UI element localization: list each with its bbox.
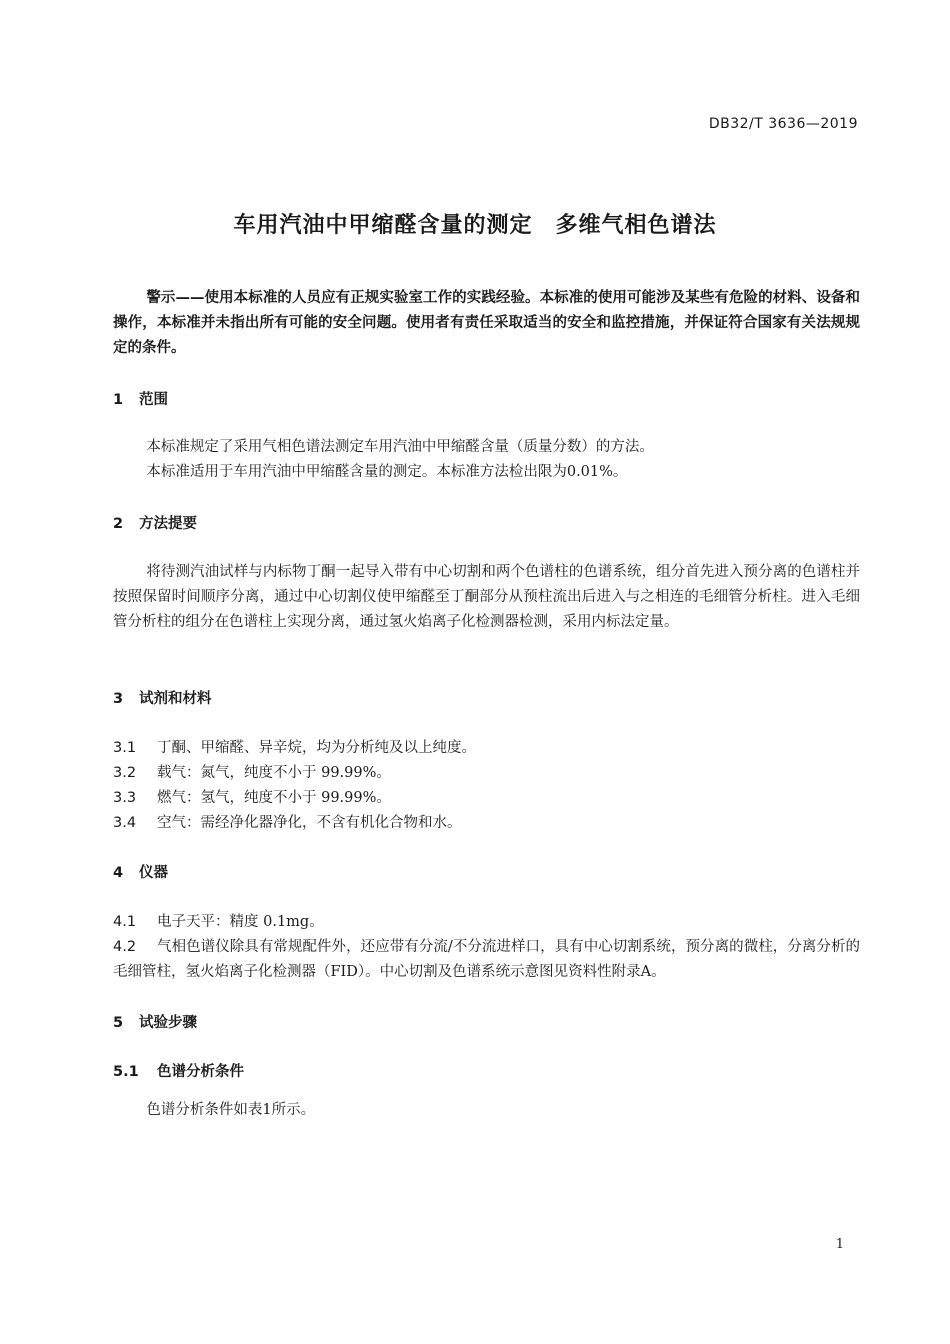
item-text: 空气：需经净化器净化，不含有机化合物和水。 [157,815,462,831]
scope-paragraph-1: 本标准规定了采用气相色谱法测定车用汽油中甲缩醛含量（质量分数）的方法。 [146,439,654,455]
section-title: 仪器 [139,865,168,881]
item-number: 4.1 [113,914,137,930]
section-title: 试剂和材料 [139,691,212,707]
item-text: 电子天平：精度 0.1mg。 [157,914,324,930]
reagent-item [113,761,391,782]
item-number: 3.4 [113,815,137,831]
item-text: 气相色谱仪除具有常规配件外，还应带有分流/不分流进样口，具有中心切割系统，预分离的微柱，分离分析的毛细管柱，氢火焰离子化检测器（FID）。中心切割及色谱系统示意图见资料性附录A。 [113,939,860,980]
section-number: 1 [113,392,124,408]
apparatus-item [113,935,860,985]
section-heading-apparatus [113,861,168,882]
section-title: 范围 [139,392,168,408]
subsection-heading-conditions [113,1060,244,1081]
subsection-title: 色谱分析条件 [157,1064,244,1080]
section-title: 试验步骤 [139,1015,197,1031]
item-text: 丁酮、甲缩醛、异辛烷，均为分析纯及以上纯度。 [157,740,476,756]
reagent-item [113,811,462,832]
item-text: 燃气：氢气，纯度不小于 99.99%。 [157,790,391,806]
scope-paragraph-2: 本标准适用于车用汽油中甲缩醛含量的测定。本标准方法检出限为0.01%。 [146,464,628,480]
reagent-item [113,736,476,757]
conditions-paragraph: 色谱分析条件如表1所示。 [146,1102,316,1118]
section-title: 方法提要 [139,516,197,532]
section-number: 2 [113,516,124,532]
item-number: 3.3 [113,790,137,806]
apparatus-item [113,910,324,931]
section-number: 4 [113,865,124,881]
summary-paragraph: 将待测汽油试样与内标物丁酮一起导入带有中心切割和两个色谱柱的色谱系统，组分首先进入预分离的色谱柱并按照保留时间顺序分离，通过中心切割仪使甲缩醛至丁酮部分从预柱流出后进入与之相连的毛细管分析柱。进入毛细管分析柱的组分在色谱柱上实现分离，通过氢火焰离子化检测器检测，采用内标法定量。 [113,564,860,630]
warning-paragraph: 警示——使用本标准的人员应有正规实验室工作的实践经验。本标准的使用可能涉及某些有危险的材料、设备和操作，本标准并未指出所有可能的安全问题。使用者有责任采取适当的安全和监控措施，并保证符合国家有关法规规定的条件。 [113,290,860,356]
section-heading-procedure [113,1011,197,1032]
section-number: 3 [113,691,124,707]
item-number: 4.2 [113,939,137,955]
item-number: 3.1 [113,740,137,756]
section-heading-scope [113,388,168,409]
standard-code: DB32/T 3636—2019 [708,116,858,132]
reagent-item [113,786,391,807]
section-number: 5 [113,1015,124,1031]
page-number: 1 [835,1237,844,1252]
section-heading-summary [113,512,197,533]
section-heading-reagents [113,687,212,708]
document-title: 车用汽油中甲缩醛含量的测定 多维气相色谱法 [233,213,717,238]
item-number: 3.2 [113,765,137,781]
subsection-number: 5.1 [113,1064,139,1080]
item-text: 载气：氮气，纯度不小于 99.99%。 [157,765,391,781]
